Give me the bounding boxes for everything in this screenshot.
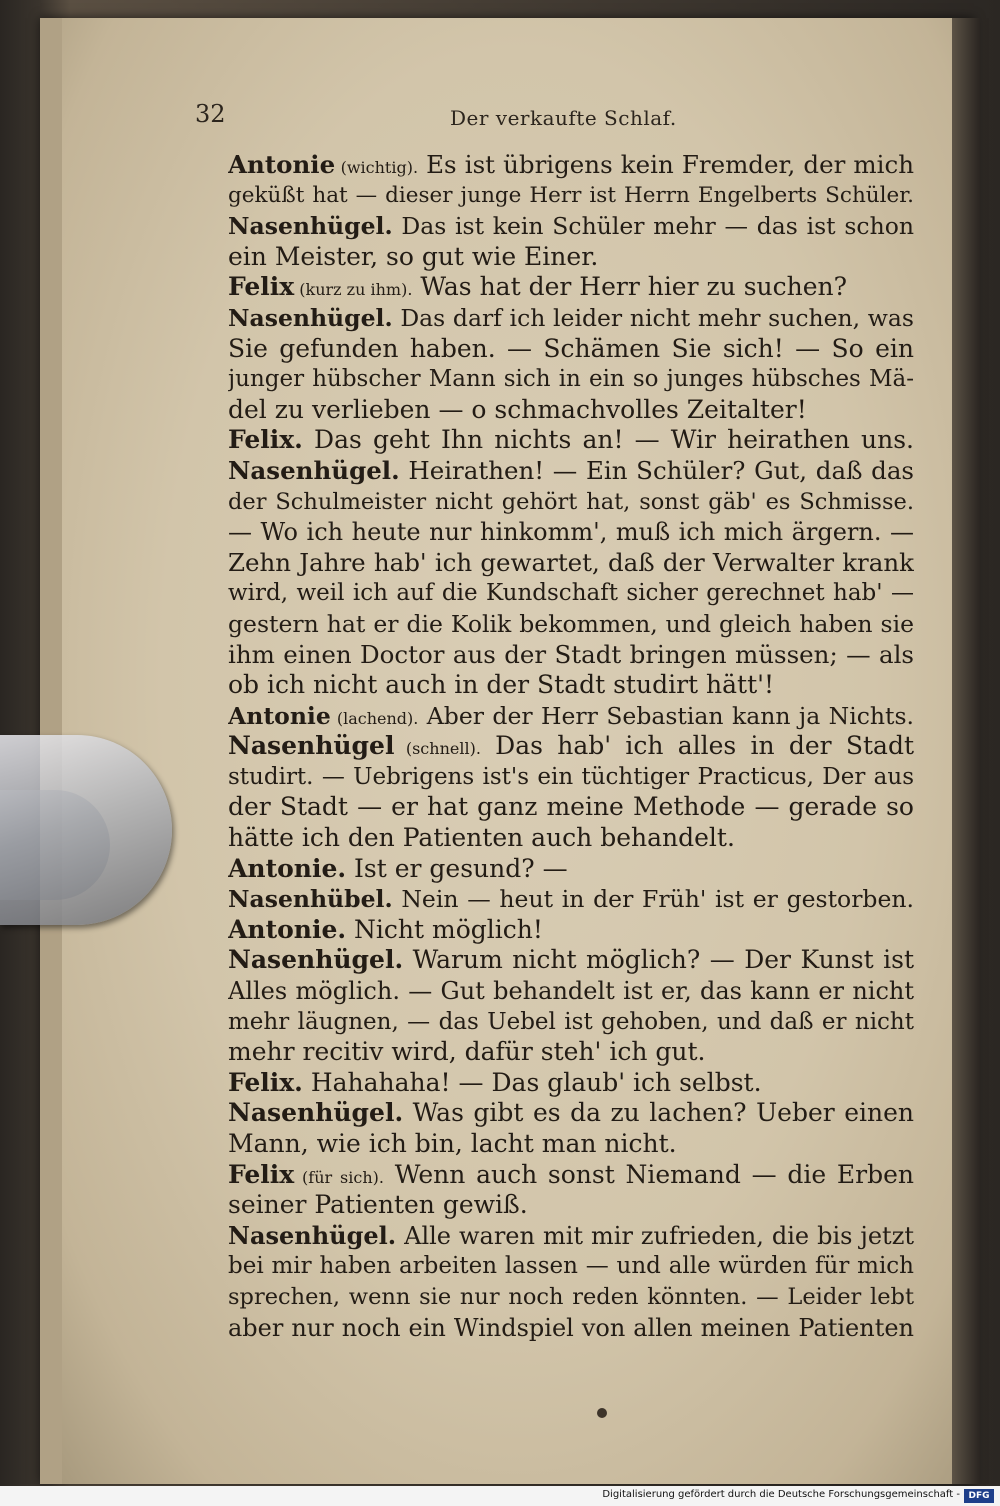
line-text: ihm einen Doctor aus der Stadt bringen müssen; — als xyxy=(228,639,914,669)
text-line xyxy=(228,578,914,609)
text-line xyxy=(228,242,914,273)
speaker-name: Felix. xyxy=(228,425,303,455)
speaker-name: Nasenhügel. xyxy=(228,303,393,332)
page-header xyxy=(195,100,915,134)
speaker-name: Nasenhügel. xyxy=(228,455,400,485)
line-text: Es ist übrigens kein Fremder, der mich xyxy=(418,150,914,179)
stage-direction: (kurz zu ihm). xyxy=(294,280,413,300)
text-line xyxy=(228,1160,914,1191)
line-text: — Wo ich heute nur hinkomm', muß ich mich ärgern. — xyxy=(228,518,914,547)
line-text: geküßt hat — dieser junge Herr ist Herrn Engelberts Schüler. xyxy=(228,182,914,208)
text-line xyxy=(228,1190,914,1221)
text-line xyxy=(228,731,914,762)
text-line xyxy=(228,150,914,181)
line-text: mehr läugnen, — das Uebel ist gehoben, und daß er nicht xyxy=(228,1008,914,1035)
running-title: Der verkaufte Schlaf. xyxy=(450,106,677,130)
line-text: aber nur noch ein Windspiel von allen meinen Patienten xyxy=(228,1313,914,1342)
line-text: wird, weil ich auf die Kundschaft sicher gerechnet hab' — xyxy=(228,580,914,607)
speaker-name: Nasenhügel. xyxy=(228,212,393,241)
line-text: Was hat der Herr hier zu suchen? xyxy=(412,272,848,302)
text-line xyxy=(228,456,914,487)
text-line xyxy=(228,670,914,701)
footer-credit: Digitalisierung gefördert durch die Deutsche Forschungsgemeinschaft - xyxy=(602,1489,960,1500)
text-line xyxy=(228,1129,914,1160)
text-line xyxy=(228,211,914,242)
text-line xyxy=(228,915,914,946)
line-text: Zehn Jahre hab' ich gewartet, daß der Verwalter krank xyxy=(228,547,914,577)
text-line xyxy=(228,1007,914,1038)
text-line xyxy=(228,1068,914,1099)
speaker-name: Antonie xyxy=(228,701,331,730)
text-line xyxy=(228,1037,914,1068)
speaker-name: Antonie. xyxy=(228,853,347,883)
speaker-name: Nasenhügel. xyxy=(228,1098,404,1128)
text-line xyxy=(228,1221,914,1252)
text-line xyxy=(228,548,914,579)
text-line xyxy=(228,334,914,365)
speaker-name: Felix xyxy=(228,272,295,302)
line-text: mehr recitiv wird, dafür steh' ich gut. xyxy=(228,1037,706,1067)
page-number: 32 xyxy=(195,100,226,128)
text-line xyxy=(228,701,914,732)
line-text: Das hab' ich alles in der Stadt xyxy=(480,731,914,761)
line-text: sprechen, wenn sie nur noch reden könnten. — Leider lebt xyxy=(228,1283,914,1310)
line-text: der Stadt — er hat ganz meine Methode — gerade so xyxy=(228,792,914,822)
line-text: Mann, wie ich bin, lacht man nicht. xyxy=(228,1129,677,1158)
printed-dot xyxy=(597,1408,607,1418)
line-text: der Schulmeister nicht gehört hat, sonst gäb' es Schmisse. xyxy=(228,488,914,515)
speaker-name: Antonie. xyxy=(228,914,347,944)
line-text: Warum nicht möglich? — Der Kunst ist xyxy=(403,945,914,975)
text-line xyxy=(228,395,914,426)
text-line xyxy=(228,1098,914,1129)
speaker-name: Nasenhügel. xyxy=(228,1220,397,1250)
line-text: Aber der Herr Sebastian kann ja Nichts. xyxy=(418,701,914,730)
line-text: Ist er gesund? — xyxy=(346,853,568,883)
text-line xyxy=(228,884,914,915)
speaker-name: Nasenhügel xyxy=(228,731,395,761)
text-line xyxy=(228,181,914,212)
speaker-name: Nasenhübel. xyxy=(228,885,393,914)
line-text: junger hübscher Mann sich in ein so junges hübsches Mä- xyxy=(228,366,914,393)
text-line xyxy=(228,823,914,854)
line-text: studirt. — Uebrigens ist's ein tüchtiger Practicus, Der aus xyxy=(228,763,914,790)
stage-direction: (schnell). xyxy=(394,739,481,759)
line-text: hätte ich den Patienten auch behandelt. xyxy=(228,823,735,853)
line-text: bei mir haben arbeiten lassen — und alle würden für mich xyxy=(228,1253,914,1280)
speaker-name: Felix xyxy=(228,1159,295,1189)
dfg-logo: DFG xyxy=(964,1489,994,1503)
footer-bar xyxy=(0,1486,1000,1506)
text-line xyxy=(228,792,914,823)
text-line xyxy=(228,609,914,640)
text-line xyxy=(228,854,914,885)
line-text: Nicht möglich! xyxy=(346,914,543,944)
text-line xyxy=(228,517,914,548)
text-line xyxy=(228,303,914,334)
line-text: Sie gefunden haben. — Schämen Sie sich! — So ein xyxy=(228,333,914,363)
speaker-name: Antonie xyxy=(228,150,336,179)
text-line xyxy=(228,1251,914,1282)
line-text: Nein — heut in der Früh' ist er gestorben. xyxy=(392,885,914,914)
line-text: seiner Patienten gewiß. xyxy=(228,1190,528,1220)
play-text xyxy=(228,150,914,1343)
stage-direction: (für sich). xyxy=(294,1167,384,1187)
speaker-name: Nasenhügel. xyxy=(228,945,404,975)
text-line xyxy=(228,1282,914,1313)
text-line xyxy=(228,945,914,976)
page-stack-edge xyxy=(952,18,980,1484)
text-line xyxy=(228,364,914,395)
line-text: Hahahaha! — Das glaub' ich selbst. xyxy=(302,1067,762,1097)
speaker-name: Felix. xyxy=(228,1067,303,1097)
line-text: gestern hat er die Kolik bekommen, und gleich haben sie xyxy=(228,609,914,638)
line-text: Wenn auch sonst Niemand — die Erben xyxy=(383,1159,914,1189)
line-text: del zu verlieben — o schmachvolles Zeitalter! xyxy=(228,394,807,424)
line-text: ein Meister, so gut wie Einer. xyxy=(228,241,599,271)
text-line xyxy=(228,640,914,671)
stage-direction: (wichtig). xyxy=(335,158,419,177)
text-line xyxy=(228,762,914,793)
text-line xyxy=(228,487,914,518)
text-line xyxy=(228,272,914,303)
line-text: ob ich nicht auch in der Stadt studirt hätt'! xyxy=(228,670,775,700)
line-text: Das darf ich leider nicht mehr suchen, was xyxy=(392,303,914,332)
line-text: Was gibt es da zu lachen? Ueber einen xyxy=(403,1098,914,1128)
text-line xyxy=(228,976,914,1007)
line-text: Das geht Ihn nichts an! — Wir heirathen uns. xyxy=(302,425,914,455)
stage-direction: (lachend). xyxy=(330,708,419,728)
line-text: Das ist kein Schüler mehr — das ist schon xyxy=(392,212,914,241)
text-line xyxy=(228,1313,914,1344)
line-text: Heirathen! — Ein Schüler? Gut, daß das xyxy=(399,455,914,485)
line-text: Alle waren mit mir zufrieden, die bis jetzt xyxy=(396,1221,914,1250)
text-line xyxy=(228,425,914,456)
line-text: Alles möglich. — Gut behandelt ist er, das kann er nicht xyxy=(228,977,914,1006)
